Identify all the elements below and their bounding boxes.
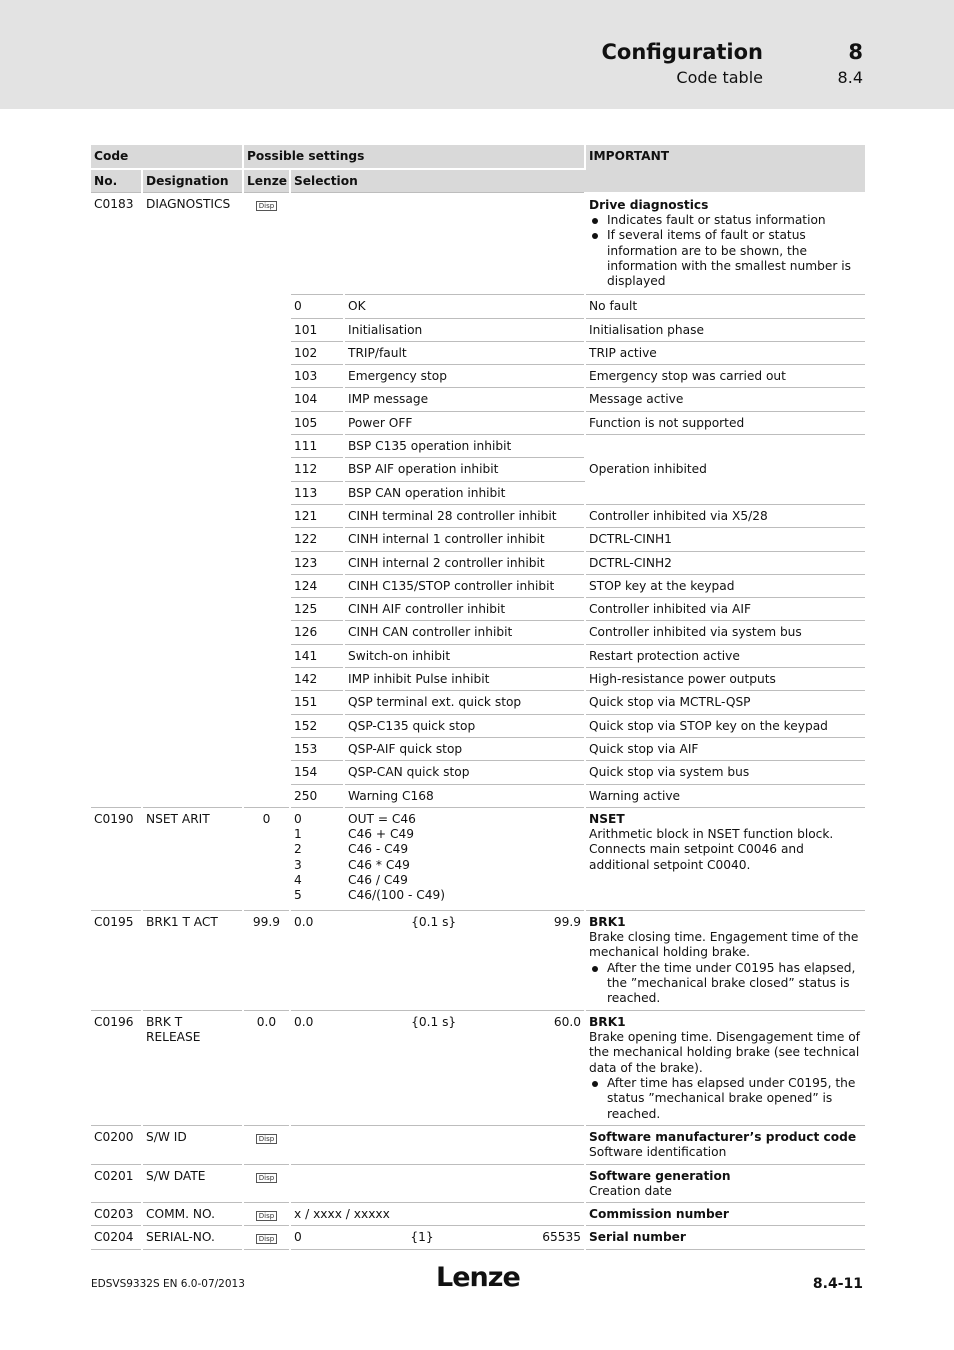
value-important: DCTRL-CINH1 [585,528,865,551]
lenze-default [243,1226,290,1249]
lenze-default: 99.9 [243,910,290,1010]
value-important: Operation inhibited [585,435,865,505]
range-row [294,915,581,930]
value-important: No fault [585,295,865,318]
option-row [294,827,581,842]
bullet-item: After time has elapsed under C0195, the status ”mechanical brake opened” is reached. [589,1076,862,1122]
range-row [294,1015,581,1030]
option-text: OUT = C46 [348,811,416,826]
value-code: 151 [290,691,344,714]
value-code: 142 [290,668,344,691]
selection-options [290,807,585,910]
code-no: C0201 [91,1164,142,1203]
important-text: Connects main setpoint C0046 and additional setpoint C0040. [589,842,804,872]
value-code: 126 [290,621,344,644]
option-row [294,873,581,888]
code-designation: COMM. NO. [142,1203,243,1226]
range-min: 0.0 [294,1014,314,1029]
range-max: 99.9 [553,914,581,929]
header-possible-settings: Possible settings [243,145,585,169]
header-designation: Designation [142,169,243,193]
selection-empty [290,1125,585,1164]
range-min: 0.0 [294,914,314,929]
bullet-item: If several items of fault or status information are to be shown, the information with the smallest number is displayed [589,228,862,289]
important-title: Software manufacturer’s product code [589,1129,857,1144]
value-text: OK [344,295,585,318]
value-text: CINH terminal 28 controller inhibit [344,504,585,527]
value-text: Warning C168 [344,784,585,807]
code-designation: SERIAL-NO. [142,1226,243,1249]
value-text: IMP message [344,388,585,411]
lenze-logo: Lenze [436,1262,520,1293]
selection-range [290,1226,585,1249]
bullet-item: After the time under C0195 has elapsed, the ”mechanical brake closed” status is reached. [589,961,862,1007]
code-no: C0196 [91,1010,142,1125]
value-important: DCTRL-CINH2 [585,551,865,574]
value-important: Message active [585,388,865,411]
lenze-default [243,1164,290,1203]
lenze-default: 0 [243,807,290,910]
bullet-list [589,213,862,289]
disp-icon: Disp [256,1173,277,1183]
value-text: CINH AIF controller inhibit [344,598,585,621]
disp-icon: Disp [256,1234,277,1244]
value-important: Quick stop via system bus [585,761,865,784]
code-no: C0183 [91,193,142,808]
value-text: QSP-AIF quick stop [344,737,585,760]
value-important: Function is not supported [585,411,865,434]
important-cell [585,807,865,910]
important-cell [585,1164,865,1203]
header-band [0,0,954,109]
selection-empty [290,1164,585,1203]
value-code: 122 [290,528,344,551]
disp-icon: Disp [256,1211,277,1221]
important-title: BRK1 [589,914,626,929]
important-title: Drive diagnostics [589,197,709,212]
value-code: 103 [290,365,344,388]
bullet-item: Indicates fault or status information [589,213,862,228]
table-row-c0183 [91,193,865,295]
lenze-default [243,1125,290,1164]
value-text: QSP terminal ext. quick stop [344,691,585,714]
value-important: Warning active [585,784,865,807]
value-code: 152 [290,714,344,737]
value-text: BSP C135 operation inhibit [344,435,585,458]
range-max: 65535 [542,1230,581,1245]
value-code: 123 [290,551,344,574]
value-code: 111 [290,435,344,458]
important-text: Brake closing time. Engagement time of the mechanical holding brake. [589,930,859,960]
option-text: C46 + C49 [348,827,414,842]
value-important: Restart protection active [585,644,865,667]
code-designation: BRK T RELEASE [142,1010,243,1125]
value-text: Emergency stop [344,365,585,388]
doc-id: EDSVS9332S EN 6.0-07/2013 [91,1278,245,1290]
table-row-c0203 [91,1203,865,1226]
value-important: Quick stop via STOP key on the keypad [585,714,865,737]
value-code: 141 [290,644,344,667]
value-text: CINH C135/STOP controller inhibit [344,574,585,597]
table-row-c0201 [91,1164,865,1203]
bullet-list [589,1076,862,1122]
value-code: 250 [290,784,344,807]
range-max: 60.0 [553,1014,581,1029]
section-title: Code table [676,68,763,87]
table-row-c0196 [91,1010,865,1125]
code-no: C0190 [91,807,142,910]
value-text: IMP inhibit Pulse inhibit [344,668,585,691]
value-important: Controller inhibited via AIF [585,598,865,621]
value-code: 105 [290,411,344,434]
code-no: C0200 [91,1125,142,1164]
option-row [294,858,581,873]
value-text: Power OFF [344,411,585,434]
important-title: Software generation [589,1168,731,1183]
value-text: CINH internal 2 controller inhibit [344,551,585,574]
option-text: C46 / C49 [348,873,408,888]
value-important: High-resistance power outputs [585,668,865,691]
table-row-c0195 [91,910,865,1010]
important-title: BRK1 [589,1014,626,1029]
option-code: 5 [294,888,302,903]
table-row-c0200 [91,1125,865,1164]
value-text: Initialisation [344,318,585,341]
value-important: Quick stop via AIF [585,737,865,760]
table-row-c0204 [91,1226,865,1249]
value-code: 121 [290,504,344,527]
range-step: {1} [410,1230,434,1245]
value-code: 104 [290,388,344,411]
value-code: 102 [290,341,344,364]
code-designation: S/W ID [142,1125,243,1164]
important-cell [585,1010,865,1125]
important-text: Arithmetic block in NSET function block. [589,827,834,842]
value-text: CINH CAN controller inhibit [344,621,585,644]
option-code: 3 [294,857,302,872]
important-title: Commission number [589,1207,729,1222]
option-text: C46 * C49 [348,857,410,872]
value-text: QSP-CAN quick stop [344,761,585,784]
code-designation: BRK1 T ACT [142,910,243,1010]
important-cell [585,910,865,1010]
disp-icon: Disp [256,201,277,211]
option-code: 0 [294,811,302,826]
lenze-default [243,1203,290,1226]
range-min: 0 [294,1230,302,1245]
value-code: 0 [290,295,344,318]
value-important: Quick stop via MCTRL-QSP [585,691,865,714]
value-code: 101 [290,318,344,341]
selection-range [290,1010,585,1125]
code-no: C0195 [91,910,142,1010]
option-code: 1 [294,827,302,842]
value-text: TRIP/fault [344,341,585,364]
value-important: TRIP active [585,341,865,364]
code-no: C0204 [91,1226,142,1249]
lenze-default [243,193,290,808]
value-code: 125 [290,598,344,621]
important-text: Creation date [589,1183,672,1198]
important-cell [585,193,865,295]
range-step: {0.1 s} [411,1014,457,1029]
selection-range [290,910,585,1010]
chapter-title: Configuration [601,40,763,64]
option-row [294,812,581,827]
value-code: 113 [290,481,344,504]
important-cell [585,1203,865,1226]
value-text: CINH internal 1 controller inhibit [344,528,585,551]
important-text: Brake opening time. Disengagement time of the mechanical holding brake (see technical data of the brake). [589,1030,860,1075]
value-text: QSP-C135 quick stop [344,714,585,737]
header-selection: Selection [290,169,585,193]
value-important: Initialisation phase [585,318,865,341]
value-code: 112 [290,458,344,481]
value-text: BSP AIF operation inhibit [344,458,585,481]
important-cell [585,1125,865,1164]
section-number: 8.4 [837,68,863,87]
bullet-list [589,961,862,1007]
header-lenze: Lenze [243,169,290,193]
option-code: 4 [294,873,302,888]
value-text: BSP CAN operation inhibit [344,481,585,504]
value-code: 124 [290,574,344,597]
option-code: 2 [294,842,302,857]
code-designation: S/W DATE [142,1164,243,1203]
value-important: Controller inhibited via X5/28 [585,504,865,527]
value-important: Controller inhibited via system bus [585,621,865,644]
option-row [294,842,581,857]
range-step: {0.1 s} [411,914,457,929]
important-title: Serial number [589,1230,686,1245]
disp-icon: Disp [256,1134,277,1144]
table-header-row-1 [91,145,865,169]
page-number: 8.4-11 [812,1276,863,1292]
chapter-number: 8 [848,40,863,64]
lenze-default: 0.0 [243,1010,290,1125]
code-no: C0203 [91,1203,142,1226]
value-code: 154 [290,761,344,784]
header-important: IMPORTANT [585,145,865,193]
important-text: Software identification [589,1145,727,1160]
selection-text: x / xxxx / xxxxx [290,1203,585,1226]
option-text: C46/(100 - C49) [348,888,446,903]
range-row [294,1230,581,1245]
header-code: Code [91,145,243,169]
table-row-c0190 [91,807,865,910]
option-row [294,888,581,903]
code-table [91,145,865,1250]
value-code: 153 [290,737,344,760]
value-important: STOP key at the keypad [585,574,865,597]
code-designation: NSET ARIT [142,807,243,910]
option-text: C46 - C49 [348,842,409,857]
selection-empty [290,193,585,295]
important-title: NSET [589,811,625,826]
code-designation: DIAGNOSTICS [142,193,243,808]
value-text: Switch-on inhibit [344,644,585,667]
value-important: Emergency stop was carried out [585,365,865,388]
important-cell [585,1226,865,1249]
header-no: No. [91,169,142,193]
